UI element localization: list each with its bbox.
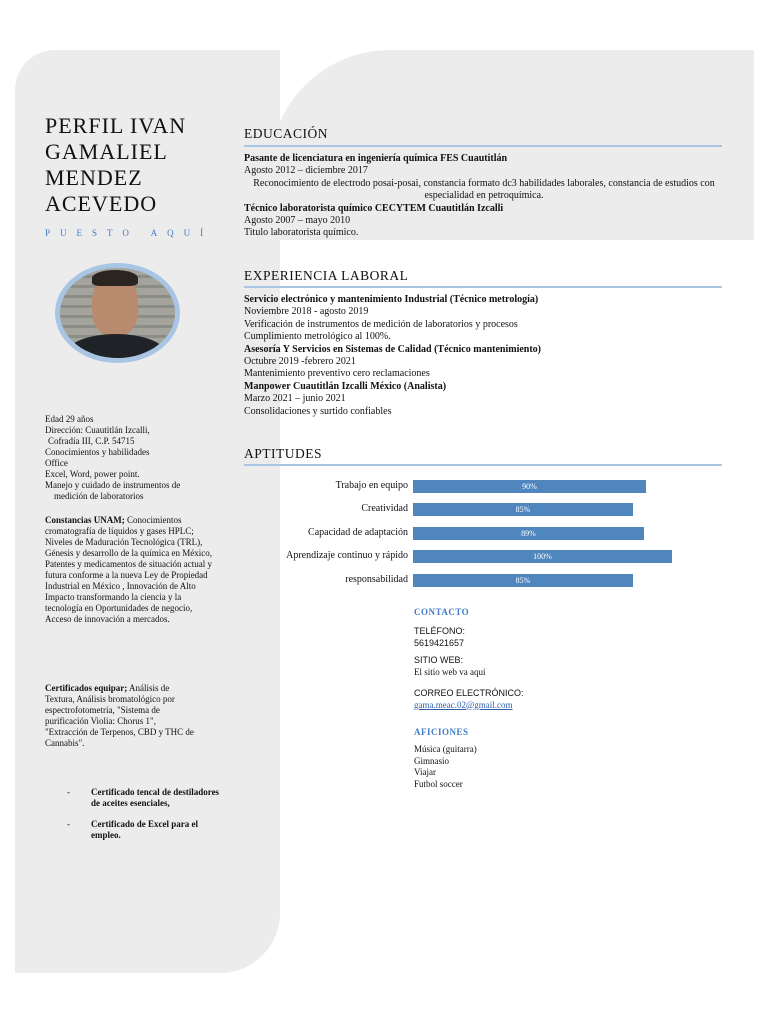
hobby-item: Música (guitarra) xyxy=(414,744,477,754)
education-entry-desc: Reconocimiento de electrodo posai-posai, constancia formato dc3 habilidades laborales, constancia de estudios con especialidad en petroquímica. xyxy=(253,177,715,202)
education-entry-desc: Titulo laboratorista químico. xyxy=(244,227,359,239)
certificados-label: Certificados equipar; xyxy=(45,683,128,693)
job-desc: Mantenimiento preventivo cero reclamaciones xyxy=(244,368,430,380)
skill-label: Creatividad xyxy=(361,503,408,514)
job-desc: Verificación de instrumentos de medición de laboratorios y procesos xyxy=(244,318,518,330)
hobby-item: Viajar xyxy=(414,767,436,777)
skill-bar xyxy=(413,527,644,540)
profile-name: PERFIL IVAN GAMALIEL MENDEZ ACEVEDO xyxy=(45,113,187,216)
photo-hair xyxy=(92,270,138,286)
skill-label: Capacidad de adaptación xyxy=(308,527,408,538)
hobbies-heading: AFICIONES xyxy=(414,727,469,737)
education-entry-title: Técnico laboratorista químico CECYTEM Cuautitlán Izcalli xyxy=(244,202,504,214)
constancias-text: Conocimientos cromatografía de líquidos y gases HPLC; Niveles de Maduración Tecnológica (TRL), Génesis y desarrollo de la química en México, Patentes y medicamentos de situación actual y futura conforme a la nueva Ley de Propiedad Industrial en México , Innovación de Alto Impacto transformando la ciencia y la tecnología en Oportunidades de negocio, Acceso de innovación a mercados. xyxy=(45,515,212,624)
constancias-label: Constancias UNAM; xyxy=(45,515,125,525)
experience-section xyxy=(244,294,724,418)
skill-label: responsabilidad xyxy=(345,574,408,585)
skill-label: Aprendizaje continuo y rápido xyxy=(286,550,408,561)
job-desc: Cumplimiento metrológico al 100%. xyxy=(244,331,391,343)
skill-value: 100% xyxy=(533,552,552,561)
job-title: Servicio electrónico y mantenimiento Industrial (Técnico metrología) xyxy=(244,294,539,305)
skills-divider xyxy=(244,464,722,466)
personal-line: Edad 29 años xyxy=(45,414,94,424)
skill-value: 85% xyxy=(515,576,531,585)
skill-bar xyxy=(413,550,672,563)
personal-line: Conocimientos y habilidades xyxy=(45,447,150,457)
hobbies-list xyxy=(414,744,477,790)
education-section xyxy=(244,153,724,240)
job-desc: Consolidaciones y surtido confiables xyxy=(244,405,392,417)
certificados-list xyxy=(45,787,245,841)
personal-line: medición de laboratorios xyxy=(54,491,144,501)
personal-line: Cofradía III, C.P. 54715 xyxy=(48,436,135,446)
contact-section xyxy=(414,626,524,711)
experience-divider xyxy=(244,286,722,288)
education-heading: EDUCACIÓN xyxy=(244,126,328,141)
job-title: Asesoría Y Servicios en Sistemas de Calidad (Técnico mantenimiento) xyxy=(244,343,542,355)
personal-line: Excel, Word, power point. xyxy=(45,469,140,479)
profile-photo xyxy=(55,263,180,363)
phone-label: TELÉFONO: xyxy=(414,626,466,636)
job-title-placeholder: PUESTO AQUÍ xyxy=(45,228,214,238)
personal-line: Dirección: Cuautitlán Izcalli, xyxy=(45,425,150,435)
skill-value: 90% xyxy=(522,482,537,491)
skill-bar xyxy=(413,480,646,493)
email-label: CORREO ELECTRÓNICO: xyxy=(414,688,524,698)
job-date: Marzo 2021 – junio 2021 xyxy=(244,393,346,405)
skills-heading: APTITUDES xyxy=(244,446,322,461)
list-item xyxy=(45,787,245,809)
email-link[interactable]: gama.meac.02@gmail.com xyxy=(414,699,513,710)
hobby-item: Futbol soccer xyxy=(414,778,463,789)
personal-line: Office xyxy=(45,458,68,468)
bullet-dash: - xyxy=(67,787,70,797)
skill-value: 89% xyxy=(521,529,536,538)
personal-info xyxy=(45,414,225,502)
job-date: Octubre 2019 -febrero 2021 xyxy=(244,356,356,368)
personal-line: Manejo y cuidado de instrumentos de xyxy=(45,480,181,490)
hobby-item: Gimnasio xyxy=(414,755,449,766)
constancias-section xyxy=(45,515,215,625)
education-entry-date: Agosto 2012 – diciembre 2017 xyxy=(244,165,368,177)
job-date: Noviembre 2018 - agosto 2019 xyxy=(244,306,369,318)
certificados-section xyxy=(45,683,195,749)
bullet-dash: - xyxy=(67,819,70,829)
skill-value: 85% xyxy=(515,505,531,514)
bullet-text: Certificado de Excel para el empleo. xyxy=(91,819,198,840)
education-divider xyxy=(244,145,722,147)
website-value: El sitio web va aquí xyxy=(414,666,486,677)
job-title: Manpower Cuautitlán Izcalli México (Analista) xyxy=(244,380,447,392)
bullet-text: Certificado tencal de destiladores de aceites esenciales, xyxy=(91,787,220,808)
skill-bar xyxy=(413,503,633,516)
experience-heading: EXPERIENCIA LABORAL xyxy=(244,268,409,283)
skill-label: Trabajo en equipo xyxy=(335,480,408,491)
education-entry-title: Pasante de licenciatura en ingeniería química FES Cuautitlán xyxy=(244,153,508,164)
phone-value: 5619421657 xyxy=(414,637,465,648)
website-label: SITIO WEB: xyxy=(414,655,464,665)
skill-bar xyxy=(413,574,633,587)
contact-heading: CONTACTO xyxy=(414,607,470,617)
education-entry-date: Agosto 2007 – mayo 2010 xyxy=(244,215,351,227)
certificados-text: Análisis de Textura, Análisis bromatológico por espectrofotometría, "Sistema de purificación Violia: Chorus 1", "Extracción de Terpenos, CBD y THC de Cannabis". xyxy=(45,683,194,748)
list-item xyxy=(45,819,245,841)
